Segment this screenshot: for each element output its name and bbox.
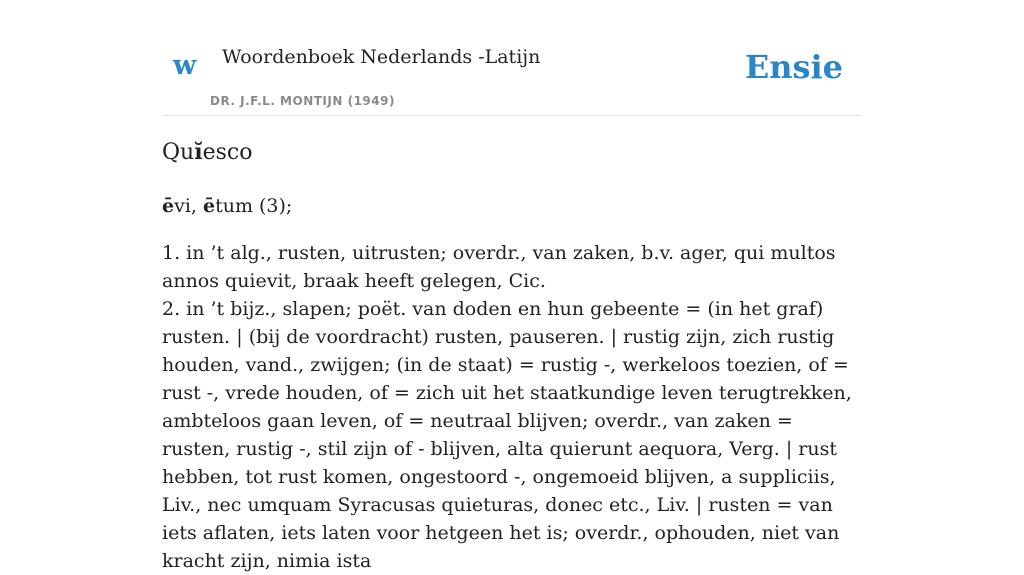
book-header <box>162 0 862 116</box>
book-logo-icon[interactable]: w <box>173 50 197 81</box>
entry-definition <box>162 239 862 575</box>
entry-title-mark: ĭ <box>194 139 203 165</box>
definition-sense-2: 2. in ’t bijz., slapen; poët. van doden en hun gebeente = (in het graf) rusten. | (bij de voordracht) rusten, pauseren. | rustig zijn, zich rustig houden, vand., zwijgen; (in de staat) = rustig -, werkeloos toezien, of = rust -, vrede houden, of = zich uit het staatkundige leven terugtrekken, ambteloos gaan leven, of = neutraal blijven; overdr., van zaken = rusten, rustig -, stil zijn of - blijven, alta quierunt aequora, Verg. | rust hebben, tot rust komen, ongestoord -, ongemoeid blijven, a suppliciis, Liv., nec umquam Syracusas quieturas, donec etc., Liv. | rusten = van iets aflaten, iets laten voor hetgeen het is; overdr., ophouden, niet van kracht zijn, nimia ista <box>162 298 852 572</box>
entry-title-part: esco <box>202 140 253 165</box>
form-vowel: ē <box>202 195 216 217</box>
book-author: DR. J.F.L. MONTIJN (1949) <box>210 94 395 108</box>
entry-title-part: Qu <box>162 140 195 165</box>
entry-forms <box>162 193 292 219</box>
book-title-link[interactable]: Woordenboek Nederlands -Latijn <box>222 46 541 68</box>
definition-sense-1: 1. in ’t alg., rusten, uitrusten; overdr., van zaken, b.v. ager, qui multos annos quievit, braak heeft gelegen, Cic. <box>162 242 836 292</box>
page-content <box>162 0 862 572</box>
form-text: tum (3); <box>215 195 293 217</box>
form-vowel: ē <box>162 195 175 217</box>
form-text: vi, <box>174 195 203 217</box>
ensie-logo-link[interactable]: Ensie <box>744 48 843 86</box>
entry-title <box>162 139 252 165</box>
